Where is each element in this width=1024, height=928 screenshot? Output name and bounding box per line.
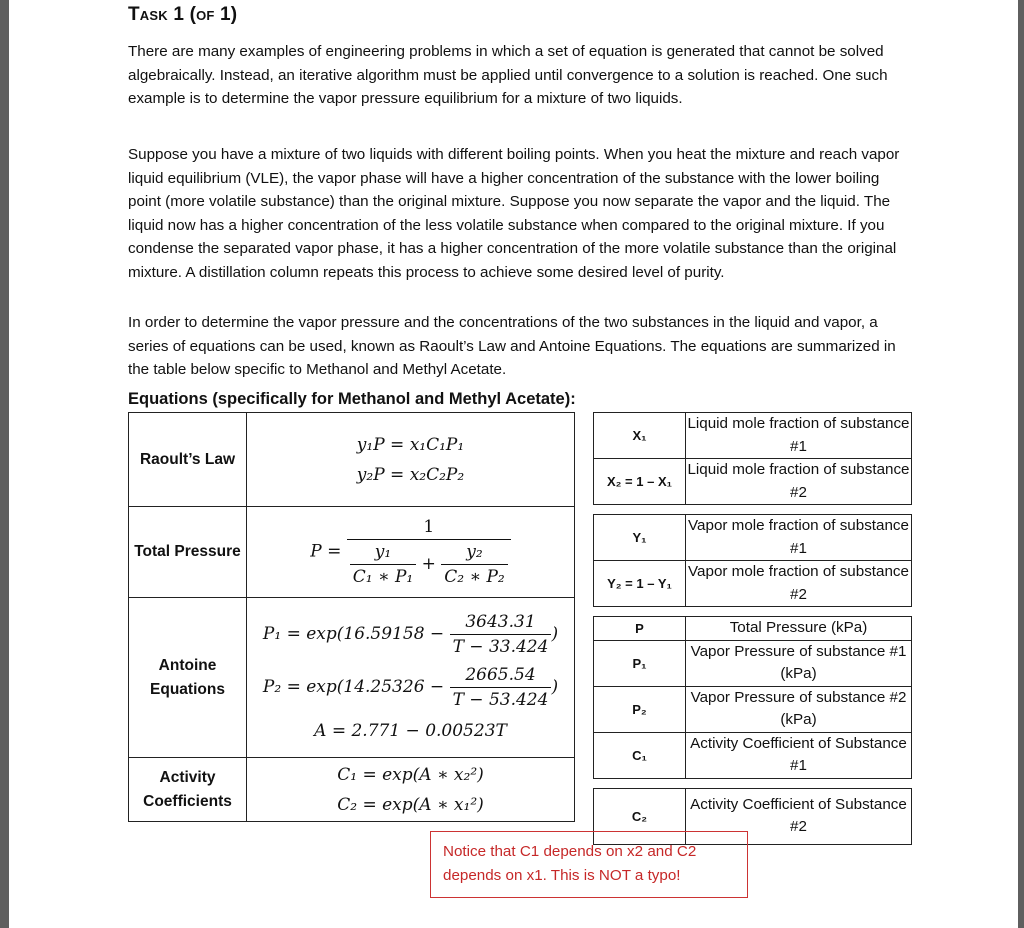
intro-paragraph: There are many examples of engineering problems in which a set of equation is generated that cannot be solved algebraically. Instead, an iterative algorithm must be applied until convergence to a solution is reached. One such example is to determine the vapor pressure equilibrium for a mixture of two liquids. — [128, 43, 888, 107]
variable-row — [594, 515, 912, 561]
antoine-p2-close: ) — [551, 676, 559, 697]
variable-row — [594, 640, 912, 686]
variable-symbol: P₁ — [594, 640, 686, 686]
raoults-eq-1: y₁P = x₁C₁P₁ — [356, 434, 465, 455]
antoine-p2-fraction — [450, 663, 552, 712]
variable-symbol: C₁ — [594, 732, 686, 778]
vapor-term-1-den: C₁ ∗ P₁ — [350, 564, 416, 589]
variable-description: Liquid mole fraction of substance #2 — [686, 459, 912, 505]
variable-row — [594, 561, 912, 607]
antoine-eq-p1 — [247, 610, 574, 659]
total-pressure-equation — [247, 507, 575, 598]
vapor-term-1 — [350, 540, 416, 589]
variable-row — [594, 732, 912, 778]
antoine-p1-fraction — [450, 610, 552, 659]
vapor-term-1-num: y₁ — [374, 542, 392, 562]
variable-description: Vapor Pressure of substance #2 (kPa) — [686, 686, 912, 732]
vapor-term-2 — [441, 540, 507, 589]
variable-description: Vapor mole fraction of substance #1 — [686, 515, 912, 561]
variable-description: Vapor Pressure of substance #1 (kPa) — [686, 640, 912, 686]
antoine-row — [129, 598, 575, 758]
antoine-p1-lhs: P₁ = exp(16.59158 − — [262, 623, 445, 644]
antoine-p1-den: T − 33.424 — [450, 634, 552, 659]
raoults-equations — [247, 413, 575, 507]
variable-symbol: X₁ — [594, 413, 686, 459]
table-spacer — [594, 778, 912, 788]
antoine-p1-num: 3643.31 — [465, 611, 536, 632]
equations-heading: Equations (specifically for Methanol and Methyl Acetate): — [128, 390, 576, 408]
variable-symbol: C₂ — [594, 788, 686, 844]
antoine-p2-lhs: P₂ = exp(14.25326 − — [262, 676, 445, 697]
table-spacer — [594, 505, 912, 515]
total-pressure-label: Total Pressure — [129, 507, 247, 598]
vapor-term-2-den: C₂ ∗ P₂ — [441, 564, 507, 589]
vle-paragraph: Suppose you have a mixture of two liquids with different boiling points. When you heat the mixture and reach vapor liquid equilibrium (VLE), the vapor phase will have a higher concentration of the substance with the lower boiling point (more volatile substance) than the original mixture. Suppose you now separate the vapor and the liquid. The liquid now has a higher concentration of the less volatile substance when compared to the original mixture. If you condense the separated vapor phase, it has a higher concentration of the more volatile substance than the original mixture. A distillation column repeats this process to achieve some desired level of purity. — [128, 146, 900, 281]
raoults-row — [129, 413, 575, 507]
total-pressure-lhs: P = — [310, 541, 342, 562]
activity-eq-1: C₁ = exp(A ∗ x₂²) — [337, 764, 484, 785]
variable-symbol: Y₁ — [594, 515, 686, 561]
notice-box: Notice that C1 depends on x2 and C2 depends on x1. This is NOT a typo! — [430, 831, 748, 898]
antoine-label: Antoine Equations — [129, 598, 247, 758]
variable-description: Activity Coefficient of Substance #1 — [686, 732, 912, 778]
variables-table — [593, 412, 912, 845]
total-pressure-row — [129, 507, 575, 598]
variable-row — [594, 617, 912, 641]
table-spacer — [594, 607, 912, 617]
total-pressure-fraction — [347, 515, 511, 589]
equations-table — [128, 412, 575, 822]
antoine-p1-close: ) — [551, 623, 559, 644]
task-title: Task 1 (of 1) — [128, 4, 238, 25]
plus-sign: + — [421, 554, 436, 574]
variable-description: Vapor mole fraction of substance #2 — [686, 561, 912, 607]
total-pressure-numerator: 1 — [423, 517, 435, 537]
variable-symbol: P — [594, 617, 686, 641]
vapor-term-2-num: y₂ — [466, 542, 483, 562]
variable-symbol: P₂ — [594, 686, 686, 732]
activity-row — [129, 758, 575, 822]
total-pressure-denominator — [347, 539, 511, 589]
right-window-edge — [1018, 0, 1024, 928]
variable-symbol: Y₂ = 1 – Y₁ — [594, 561, 686, 607]
activity-eq-2: C₂ = exp(A ∗ x₁²) — [337, 794, 484, 815]
activity-equations — [247, 758, 575, 822]
antoine-eq-p2 — [247, 663, 574, 712]
raoults-eq-2: y₂P = x₂C₂P₂ — [356, 464, 465, 485]
variable-description: Liquid mole fraction of substance #1 — [686, 413, 912, 459]
variable-description: Total Pressure (kPa) — [686, 617, 912, 641]
variable-symbol: X₂ = 1 – X₁ — [594, 459, 686, 505]
antoine-p2-num: 2665.54 — [465, 664, 536, 685]
raoults-label: Raoult’s Law — [129, 413, 247, 507]
equations-intro-paragraph: In order to determine the vapor pressure and the concentrations of the two substances in the liquid and vapor, a series of equations can be used, known as Raoult’s Law and Antoine Equations. The equations are summarized in the table below specific to Methanol and Methyl Acetate. — [128, 314, 896, 378]
variable-row — [594, 686, 912, 732]
antoine-a-equation: A = 2.771 − 0.00523T — [314, 720, 507, 741]
left-window-edge — [0, 0, 9, 928]
variable-row — [594, 413, 912, 459]
variable-row — [594, 459, 912, 505]
variable-description: Activity Coefficient of Substance #2 — [686, 788, 912, 844]
antoine-p2-den: T − 53.424 — [450, 687, 552, 712]
antoine-equations — [247, 598, 575, 758]
activity-label: Activity Coefficients — [129, 758, 247, 822]
